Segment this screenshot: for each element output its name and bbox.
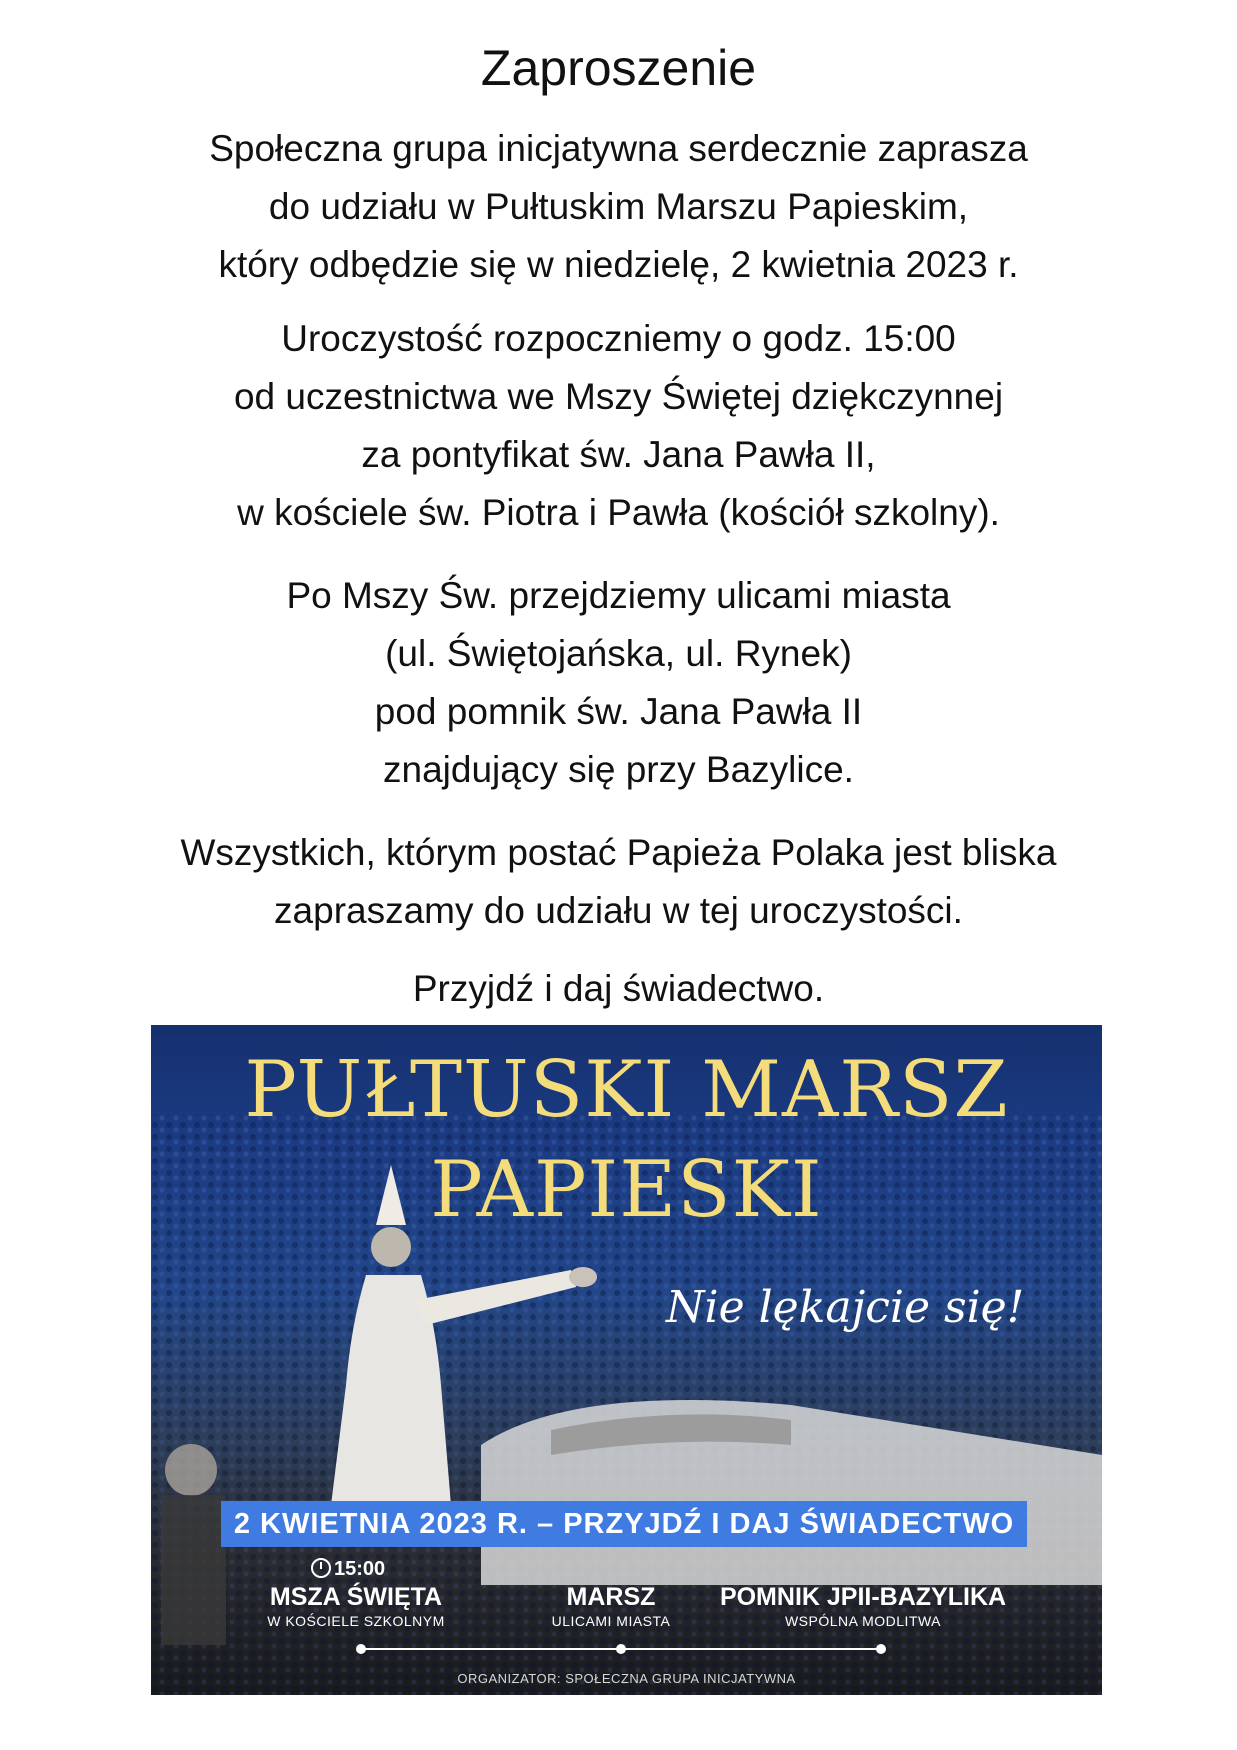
text-line: znajdujący się przy Bazylice. [383, 749, 854, 790]
text-line: pod pomnik św. Jana Pawła II [374, 691, 863, 732]
schedule-item-subtitle: W KOŚCIELE SZKOLNYM [267, 1613, 445, 1629]
organizer-credit: ORGANIZATOR: SPOŁECZNA GRUPA INICJATYWNA [457, 1671, 796, 1686]
event-time [311, 1557, 385, 1581]
event-poster [151, 1025, 1102, 1695]
text-line: od uczestnictwa we Mszy Świętej dziękczynnej [233, 376, 1004, 417]
paragraph-march-route [0, 567, 1237, 799]
timeline-dot [876, 1644, 886, 1654]
date-banner [221, 1501, 1027, 1547]
poster-title-line1: PUŁTUSKI MARSZ [244, 1045, 1009, 1135]
event-time-text: 15:00 [334, 1558, 386, 1580]
schedule-item-title: MARSZ [566, 1583, 656, 1611]
clock-icon [311, 1558, 331, 1578]
schedule-item-subtitle: ULICAMI MIASTA [551, 1613, 671, 1629]
poster-slogan: Nie lękajcie się! [666, 1282, 1025, 1333]
schedule-timeline [361, 1648, 881, 1650]
schedule-item-title: MSZA ŚWIĘTA [269, 1583, 443, 1611]
timeline-dot [356, 1644, 366, 1654]
text-line: zapraszamy do udziału w tej uroczystości. [274, 890, 963, 931]
paragraph-appeal [0, 824, 1237, 940]
schedule-item-monument [713, 1582, 1013, 1630]
text-line: Przyjdź i daj świadectwo. [412, 968, 825, 1009]
text-line: (ul. Świętojańska, ul. Rynek) [385, 633, 852, 674]
timeline-dot [616, 1644, 626, 1654]
paragraph-mass-details [0, 310, 1237, 542]
poster-title-line2: PAPIESKI [430, 1145, 823, 1235]
text-line: do udziału w Pułtuskim Marszu Papieskim, [268, 186, 969, 227]
text-line: Po Mszy Św. przejdziemy ulicami miasta [286, 575, 951, 616]
text-line: Uroczystość rozpoczniemy o godz. 15:00 [281, 318, 956, 359]
text-line: za pontyfikat św. Jana Pawła II, [361, 434, 876, 475]
schedule-item-subtitle: WSPÓLNA MODLITWA [784, 1613, 942, 1629]
text-line: który odbędzie się w niedzielę, 2 kwietnia 2023 r. [218, 244, 1019, 285]
schedule-item-title: POMNIK JPII-BAZYLIKA [719, 1583, 1007, 1611]
paragraph-closing [0, 960, 1237, 1018]
page-title: Zaproszenie [480, 40, 757, 96]
text-line: Wszystkich, którym postać Papieża Polaka jest bliska [180, 832, 1057, 873]
schedule-item-march [536, 1582, 686, 1630]
text-line: Społeczna grupa inicjatywna serdecznie zaprasza [209, 128, 1028, 169]
text-line: w kościele św. Piotra i Pawła (kościół szkolny). [237, 492, 1000, 533]
date-banner-text: 2 KWIETNIA 2023 R. – PRZYJDŹ I DAJ ŚWIADECTWO [233, 1508, 1015, 1540]
schedule-item-mass [246, 1582, 466, 1630]
paragraph-invitation [0, 120, 1237, 294]
